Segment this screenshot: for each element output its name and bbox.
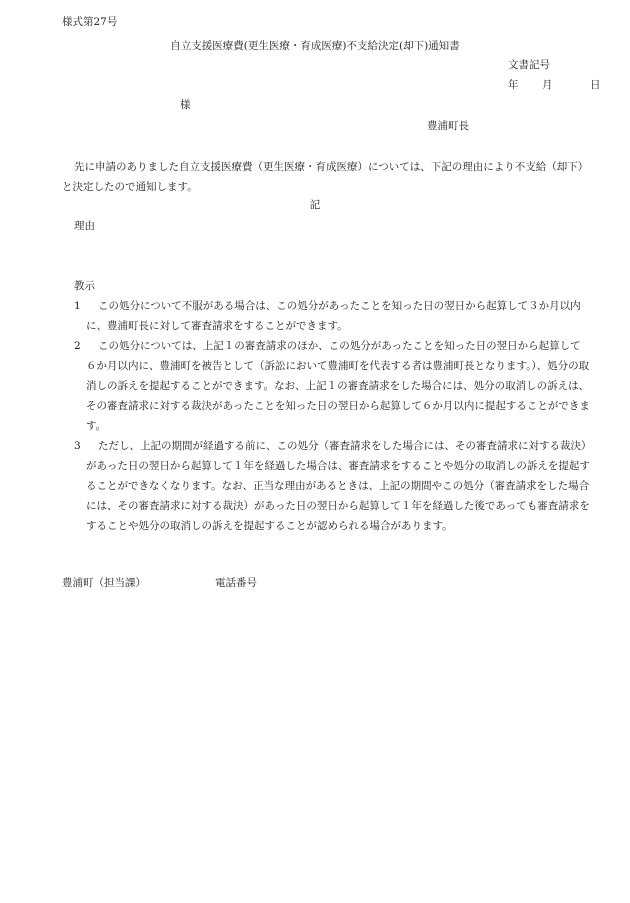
date-day-label: 日: [590, 79, 601, 91]
date-year-label: 年: [508, 79, 519, 91]
notice-item-text: この処分については、上記１の審査請求のほか、この処分があったことを知った日の翌日から起算して６か月以内に、豊浦町を被告として（訴訟において豊浦町を代表する者は豊浦町長となります。）、処分の取消しの訴えを提起することができます。なお、上記１の審査請求をした場合には、処分の取消しの訴えは、その審査請求に対する裁決があったことを知った日の翌日から起算して６か月以内に提起することができます。: [86, 340, 590, 432]
reason-label: 理由: [74, 220, 95, 232]
notice-item-number: 3: [74, 440, 81, 452]
notice-label: 教示: [74, 280, 95, 292]
contact-department: 豊浦町（担当課）: [62, 577, 146, 589]
issuer-name: 豊浦町長: [427, 120, 469, 132]
date-line: [508, 79, 601, 92]
intro-paragraph: 先に申請のありました自立支援医療費（更生医療・育成医療）については、下記の理由により不支給（却下）と決定したので通知します。: [62, 161, 589, 193]
notice-item-number: 2: [74, 340, 81, 352]
date-month-label: 月: [542, 79, 553, 91]
contact-phone-label: 電話番号: [215, 577, 257, 589]
notice-item-text: この処分について不服がある場合は、この処分があったことを知った日の翌日から起算して３か月以内に、豊浦町長に対して審査請求をすることができます。: [86, 300, 581, 332]
document-number-label: 文書記号: [508, 59, 550, 71]
document-title: 自立支援医療費(更生医療・育成医療)不支給決定(却下)通知書: [170, 40, 460, 52]
addressee-suffix: 様: [180, 99, 191, 111]
notice-item-2: [74, 336, 590, 436]
notice-item-3: [74, 436, 590, 536]
form-number: 様式第27号: [62, 16, 118, 28]
notice-item-1: [74, 296, 590, 336]
ki-heading: 記: [309, 199, 321, 211]
notice-item-number: 1: [74, 300, 81, 312]
notice-item-text: ただし、上記の期間が経過する前に、この処分（審査請求をした場合には、その審査請求に対する裁決）があった日の翌日から起算して１年を経過した場合は、審査請求をすることや処分の取消しの訴えを提起することができなくなります。なお、正当な理由があるときは、上記の期間やこの処分（審査請求をした場合には、その審査請求に対する裁決）があった日の翌日から起算して１年を経過した後であっても審査請求をすることや処分の取消しの訴えを提起することが認められる場合があります。: [86, 440, 590, 532]
